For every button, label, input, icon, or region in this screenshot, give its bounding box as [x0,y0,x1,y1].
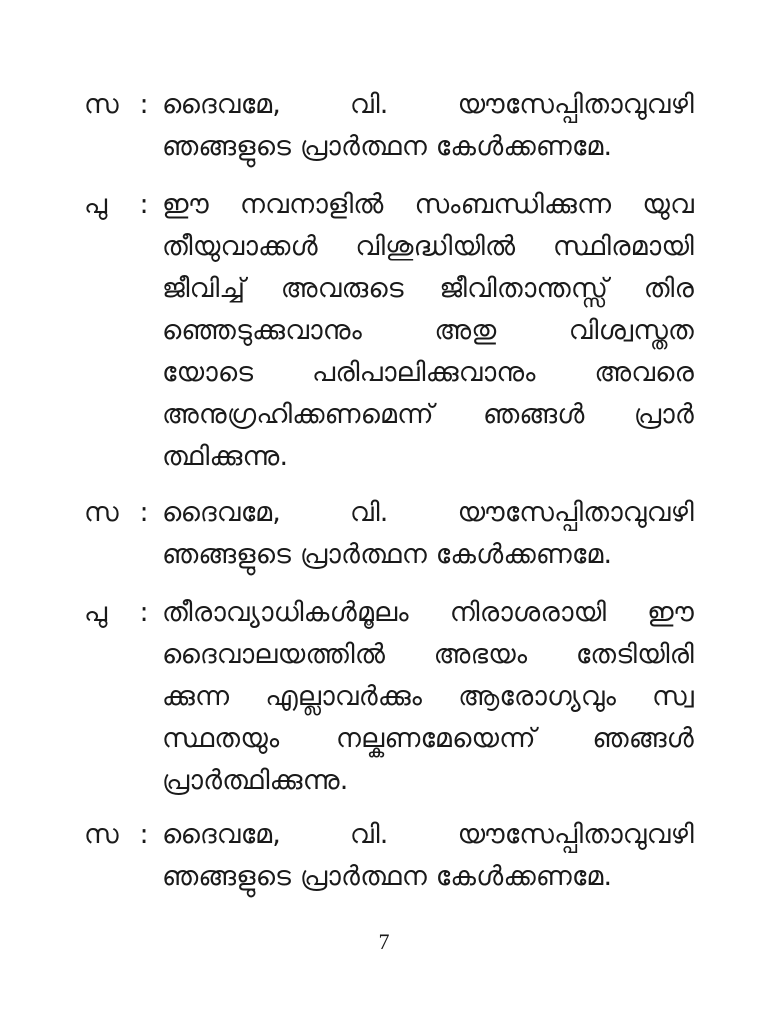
text-line: ഞങ്ങളുടെ പ്രാർത്ഥന കേൾക്കണമേ. [162,861,613,892]
text-line: ഞങ്ങളുടെ പ്രാർത്ഥന കേൾക്കണമേ. [162,539,613,570]
speaker-label: പു [84,189,108,220]
page-number: 7 [378,929,390,954]
speaker-colon: : [139,497,149,528]
text-line: ദൈവമേ, വി. യൗസേപ്പിതാവുവഴി [162,89,694,120]
text-line: തീയുവാക്കൾ വിശുദ്ധിയിൽ സ്ഥിരമായി [162,231,694,262]
speaker-colon: : [139,819,149,850]
speaker-label: സ [84,819,119,850]
text-line: ഞങ്ങളുടെ പ്രാർത്ഥന കേൾക്കണമേ. [162,131,613,162]
block-text [162,84,694,168]
text-line: ദൈവമേ, വി. യൗസേപ്പിതാവുവഴി [162,819,694,850]
text-line: ഞ്ഞെടുക്കുവാനും അതു വിശ്വസ്തത [162,315,694,346]
block-text [162,184,694,478]
text-line: ജീവിച്ച് അവരുടെ ജീവിതാന്തസ്സ് തിര [162,273,694,304]
block-text [162,814,694,898]
text-line: ഈ നവനാളിൽ സംബന്ധിക്കുന്ന യുവ [162,189,694,220]
speaker-colon: : [139,597,149,628]
text-line: സ്ഥതയും നല്കണമേയെന്ന് ഞങ്ങൾ [162,723,694,754]
text-line: ദൈവമേ, വി. യൗസേപ്പിതാവുവഴി [162,497,694,528]
speaker-label: സ [84,89,119,120]
text-line: ക്കുന്ന എല്ലാവർക്കും ആരോഗ്യവും സ്വ [162,681,694,712]
text-line: ദൈവാലയത്തിൽ അഭയം തേടിയിരി [162,639,694,670]
speaker-colon: : [139,89,149,120]
block-text [162,492,694,576]
text-line: തീരാവ്യാധികൾമൂലം നിരാശരായി ഈ [162,597,694,628]
speaker-label: പു [84,597,108,628]
speaker-colon: : [139,189,149,220]
text-line: പ്രാർത്ഥിക്കുന്നു. [162,765,349,796]
speaker-label: സ [84,497,119,528]
block-text [162,592,694,802]
text-line: അനുഗ്രഹിക്കണമെന്ന് ഞങ്ങൾ പ്രാർ [162,399,694,430]
text-line: യോടെ പരിപാലിക്കുവാനും അവരെ [162,357,694,388]
text-line: ത്ഥിക്കുന്നു. [162,441,289,472]
